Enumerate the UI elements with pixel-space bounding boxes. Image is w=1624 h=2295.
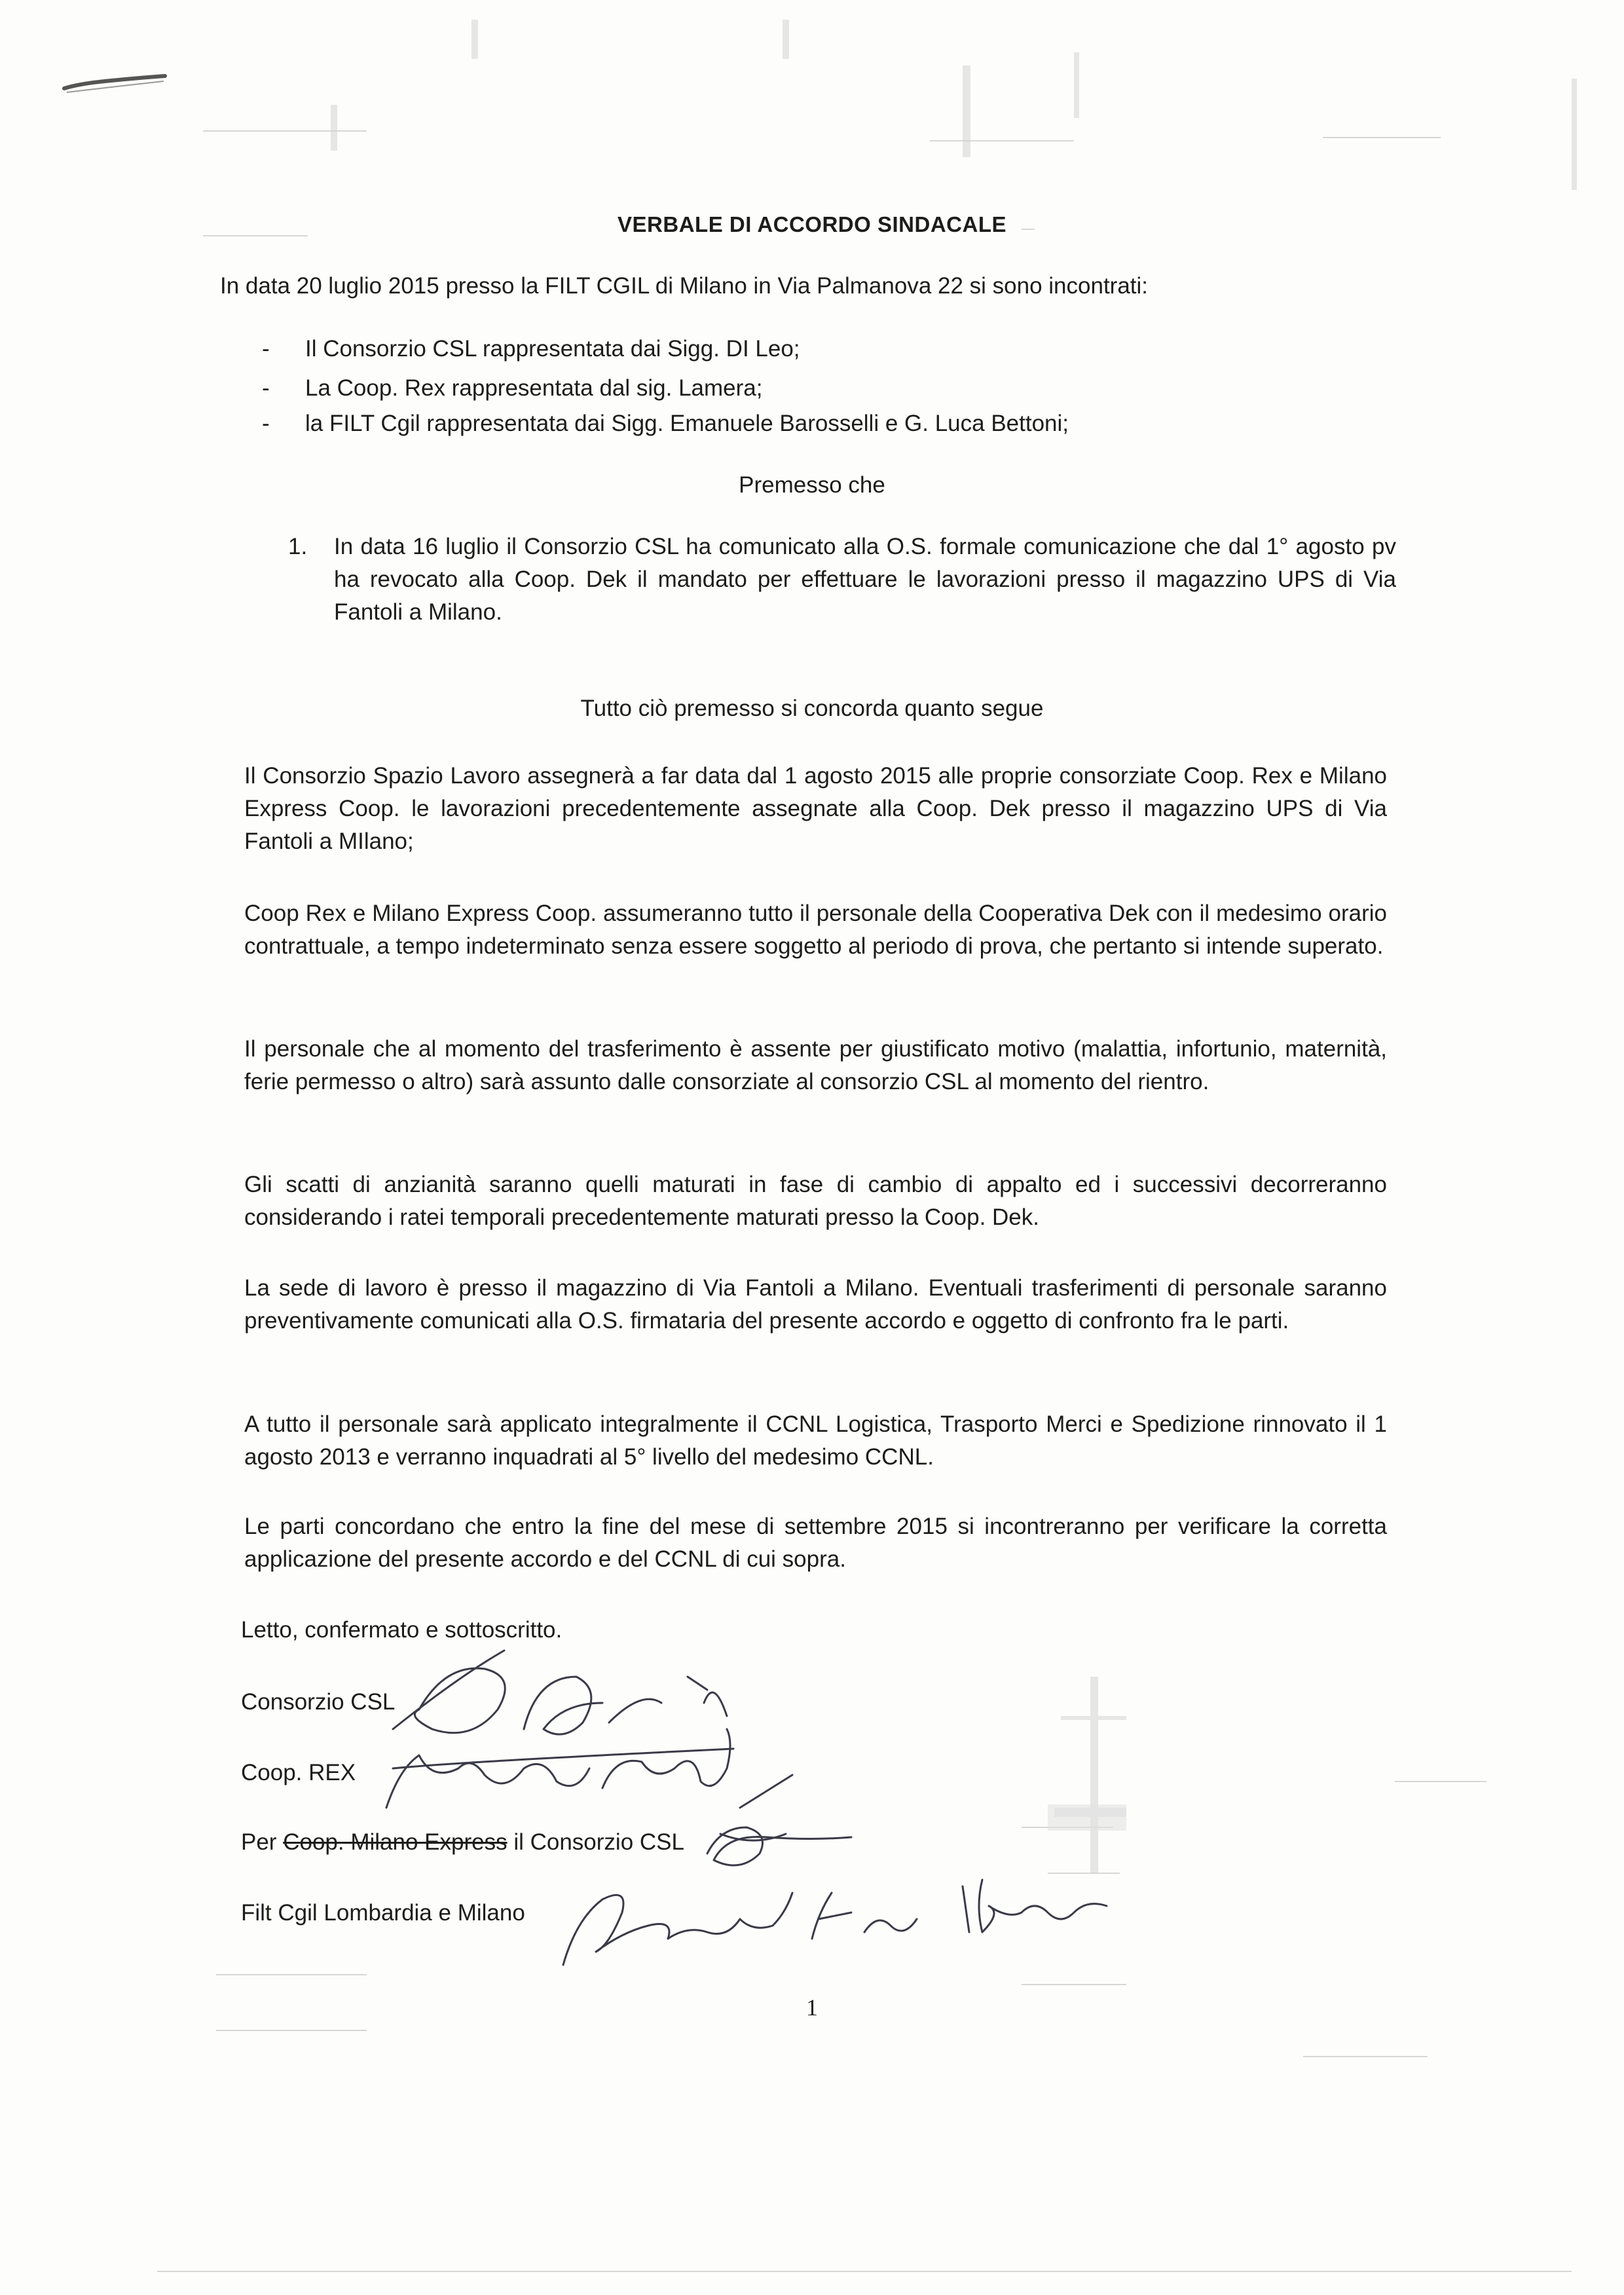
handwritten-signature-icon xyxy=(386,1729,733,1808)
signatory-express-prefix: Per xyxy=(241,1829,284,1855)
signatory-rex: Coop. REX xyxy=(241,1760,356,1785)
paragraph-seniority: Gli scatti di anzianità saranno quelli maturati in fase di cambio di appalto ed i successivi decorreranno considerando i ratei temporali precedentemente maturati presso la Coop. Dek. xyxy=(244,1172,1387,1230)
paragraph-assignment: Il Consorzio Spazio Lavoro assegnerà a far data dal 1 agosto 2015 alle proprie consorziate Coop. Rex e Milano Express Coop. le lavorazioni precedentemente assegnate alla Coop. Dek presso il magazzino UPS di Via Fantoli a MIlano; xyxy=(244,763,1387,854)
handwritten-signature-icon xyxy=(963,1880,1107,1932)
list-marker: - xyxy=(262,336,270,362)
signatory-express-struck: Coop. Milano Express xyxy=(283,1829,507,1855)
premise-item xyxy=(288,531,1396,629)
paragraph-hiring: Coop Rex e Milano Express Coop. assumeranno tutto il personale della Cooperativa Dek con il medesimo orario contrattuale, a tempo indeterminato senza essere soggetto al periodo di prova, che pertanto si intende superato. xyxy=(244,901,1387,959)
attendee-csl: Il Consorzio CSL rappresentata dai Sigg. DI Leo; xyxy=(305,336,800,362)
paragraph-workplace: La sede di lavoro è presso il magazzino di Via Fantoli a Milano. Eventuali trasferimenti di personale saranno preventivamente comunicati alla O.S. firmataria del presente accordo e oggetto di confronto fra le parti. xyxy=(244,1275,1387,1334)
closing-text: Letto, confermato e sottoscritto. xyxy=(241,1617,563,1643)
premise-heading: Premesso che xyxy=(739,472,885,498)
list-marker: - xyxy=(262,411,270,436)
handwritten-signature-icon xyxy=(707,1775,851,1865)
signatory-express xyxy=(241,1826,684,1859)
paragraph-verification: Le parti concordano che entro la fine del mese di settembre 2015 si incontreranno per verificare la corretta applicazione del presente accordo e del CCNL di cui sopra. xyxy=(244,1514,1387,1572)
handwritten-signature-icon xyxy=(393,1651,727,1734)
paragraph-absent-staff: Il personale che al momento del trasferimento è assente per giustificato motivo (malattia, infortunio, maternità, ferie permesso o altro) sarà assunto dalle consorziate al consorzio CSL al momento del rientro. xyxy=(244,1036,1387,1094)
signatory-express-suffix: il Consorzio CSL xyxy=(507,1829,684,1855)
agreement-heading: Tutto ciò premesso si concorda quanto segue xyxy=(580,696,1044,721)
list-marker: - xyxy=(262,375,270,401)
paragraph-ccnl: A tutto il personale sarà applicato integralmente il CCNL Logistica, Trasporto Merci e Spedizione rinnovato il 1 agosto 2013 e verranno inquadrati al 5° livello del medesimo CCNL. xyxy=(244,1411,1387,1470)
staple-mark-icon xyxy=(64,76,165,88)
signatory-filt: Filt Cgil Lombardia e Milano xyxy=(241,1900,525,1926)
page-number: 1 xyxy=(806,1994,818,2021)
handwritten-signature-icon xyxy=(563,1893,917,1965)
premise-number: 1. xyxy=(288,534,308,559)
attendee-filt: la FILT Cgil rappresentata dai Sigg. Emanuele Barosselli e G. Luca Bettoni; xyxy=(305,411,1069,436)
intro-text: In data 20 luglio 2015 presso la FILT CGIL di Milano in Via Palmanova 22 si sono incontrati: xyxy=(220,273,1149,299)
attendee-rex: La Coop. Rex rappresentata dal sig. Lamera; xyxy=(305,375,763,401)
premise-text: In data 16 luglio il Consorzio CSL ha comunicato alla O.S. formale comunicazione che dal 1° agosto pv ha revocato alla Coop. Dek il mandato per effettuare le lavorazioni presso il magazzino UPS di Via Fantoli a Milano. xyxy=(334,534,1396,625)
document-title: VERBALE DI ACCORDO SINDACALE xyxy=(618,212,1006,236)
signatory-csl: Consorzio CSL xyxy=(241,1689,396,1715)
